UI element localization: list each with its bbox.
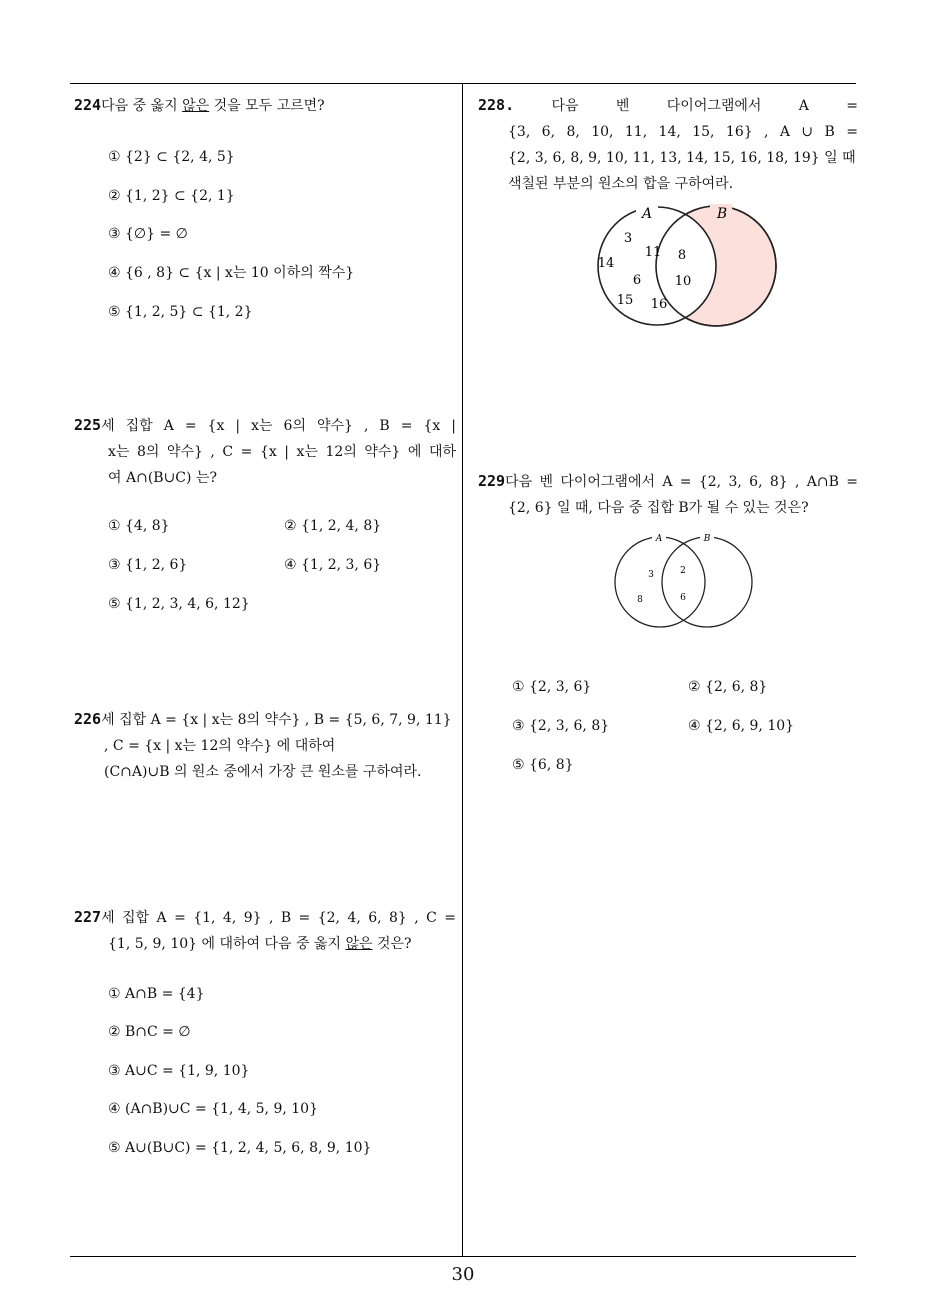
venn-label-b: B — [716, 206, 728, 222]
venn-element: 10 — [674, 274, 692, 289]
question-text-line: 세 집합 A = {x | x는 6의 약수} , B = {x | — [101, 418, 456, 434]
question-text-line: 여 A∩(B∪C) 는? — [108, 470, 217, 486]
question-224 — [74, 92, 454, 119]
bottom-rule — [70, 1256, 856, 1257]
venn-label-a: A — [655, 534, 663, 544]
column-divider — [462, 83, 463, 1256]
question-text-line: , C = {x | x는 12의 약수} 에 대하여 — [104, 738, 336, 754]
venn-element: 15 — [616, 293, 634, 308]
venn-element: 6 — [632, 273, 642, 288]
question-text-line: 세 집합 A = {1, 4, 9} , B = {2, 4, 6, 8} , C = — [101, 910, 456, 926]
choice-229-1[interactable]: ① {2, 3, 6} — [512, 679, 592, 695]
question-number: 225 — [74, 416, 102, 434]
venn-label-b: B — [703, 534, 711, 544]
venn-label-a: A — [641, 206, 653, 222]
question-227 — [74, 904, 456, 957]
choice-227-5[interactable]: ⑤ A∪(B∪C) = {1, 2, 4, 5, 6, 8, 9, 10} — [108, 1140, 372, 1156]
question-text-line: 세 집합 A = {x | x는 8의 약수} , B = {5, 6, 7, 9, 11} — [101, 712, 452, 728]
question-text-line: x는 8의 약수} , C = {x | x는 12의 약수} 에 대하 — [108, 444, 456, 460]
choice-224-2[interactable]: ② {1, 2} ⊂ {2, 1} — [108, 188, 235, 204]
question-text-line: 다음 벤 다이어그램에서 A = — [551, 98, 858, 114]
question-text-line: {2, 6} 일 때, 다음 중 집합 B가 될 수 있는 것은? — [508, 500, 809, 516]
choice-224-1[interactable]: ① {2} ⊂ {2, 4, 5} — [108, 149, 235, 165]
question-229 — [478, 468, 858, 521]
question-228 — [478, 92, 858, 197]
question-text: 다음 중 옳지 않은 것을 모두 고르면? — [101, 98, 325, 114]
choice-227-2[interactable]: ② B∩C = ∅ — [108, 1024, 191, 1040]
choice-227-3[interactable]: ③ A∪C = {1, 9, 10} — [108, 1063, 250, 1079]
venn-element: 8 — [637, 595, 643, 605]
question-text-line: {1, 5, 9, 10} 에 대하여 다음 중 옳지 않은 것은? — [108, 936, 412, 952]
venn-diagram-228 — [580, 200, 790, 330]
choice-227-4[interactable]: ④ (A∩B)∪C = {1, 4, 5, 9, 10} — [108, 1101, 318, 1117]
question-text-line: 다음 벤 다이어그램에서 A = {2, 3, 6, 8} , A∩B = — [505, 474, 858, 490]
choice-229-5[interactable]: ⑤ {6, 8} — [512, 757, 574, 773]
venn-a-circle — [615, 537, 705, 627]
question-226 — [74, 706, 458, 785]
venn-element: 8 — [677, 248, 687, 263]
choice-229-2[interactable]: ② {2, 6, 8} — [688, 679, 768, 695]
question-number: 226 — [74, 710, 102, 728]
question-text-line: (C∩A)∪B 의 원소 중에서 가장 큰 원소를 구하여라. — [104, 764, 422, 780]
venn-element: 11 — [644, 245, 662, 260]
question-text-line: {2, 3, 6, 8, 9, 10, 11, 13, 14, 15, 16, 18, 19} 일 때 — [508, 150, 856, 166]
question-number: 224 — [74, 96, 102, 114]
venn-b-circle — [662, 537, 752, 627]
venn-element: 3 — [648, 570, 654, 580]
choice-225-3[interactable]: ③ {1, 2, 6} — [108, 557, 188, 573]
question-text-line: 색칠된 부분의 원소의 합을 구하여라. — [508, 176, 734, 192]
venn-diagram-229 — [608, 530, 760, 634]
question-number: 228. — [478, 96, 515, 114]
choice-229-3[interactable]: ③ {2, 3, 6, 8} — [512, 718, 610, 734]
choice-229-4[interactable]: ④ {2, 6, 9, 10} — [688, 718, 795, 734]
choice-225-1[interactable]: ① {4, 8} — [108, 518, 170, 534]
choice-224-3[interactable]: ③ {∅} = ∅ — [108, 226, 188, 242]
choice-224-5[interactable]: ⑤ {1, 2, 5} ⊂ {1, 2} — [108, 304, 253, 320]
question-225 — [74, 412, 456, 491]
venn-element: 16 — [650, 297, 668, 312]
question-text-line: {3, 6, 8, 10, 11, 14, 15, 16} , A ∪ B = — [508, 124, 858, 140]
choice-225-4[interactable]: ④ {1, 2, 3, 6} — [284, 557, 382, 573]
page-number: 30 — [451, 1264, 475, 1285]
choice-227-1[interactable]: ① A∩B = {4} — [108, 986, 205, 1002]
top-rule — [70, 83, 856, 84]
question-number: 229 — [478, 472, 506, 490]
venn-element: 6 — [680, 593, 686, 603]
venn-element: 14 — [597, 256, 615, 271]
venn-element: 3 — [623, 231, 633, 246]
question-number: 227 — [74, 908, 102, 926]
venn-element: 2 — [680, 566, 686, 576]
choice-224-4[interactable]: ④ {6 , 8} ⊂ {x | x는 10 이하의 짝수} — [108, 265, 355, 281]
choice-225-2[interactable]: ② {1, 2, 4, 8} — [284, 518, 382, 534]
choice-225-5[interactable]: ⑤ {1, 2, 3, 4, 6, 12} — [108, 596, 250, 612]
